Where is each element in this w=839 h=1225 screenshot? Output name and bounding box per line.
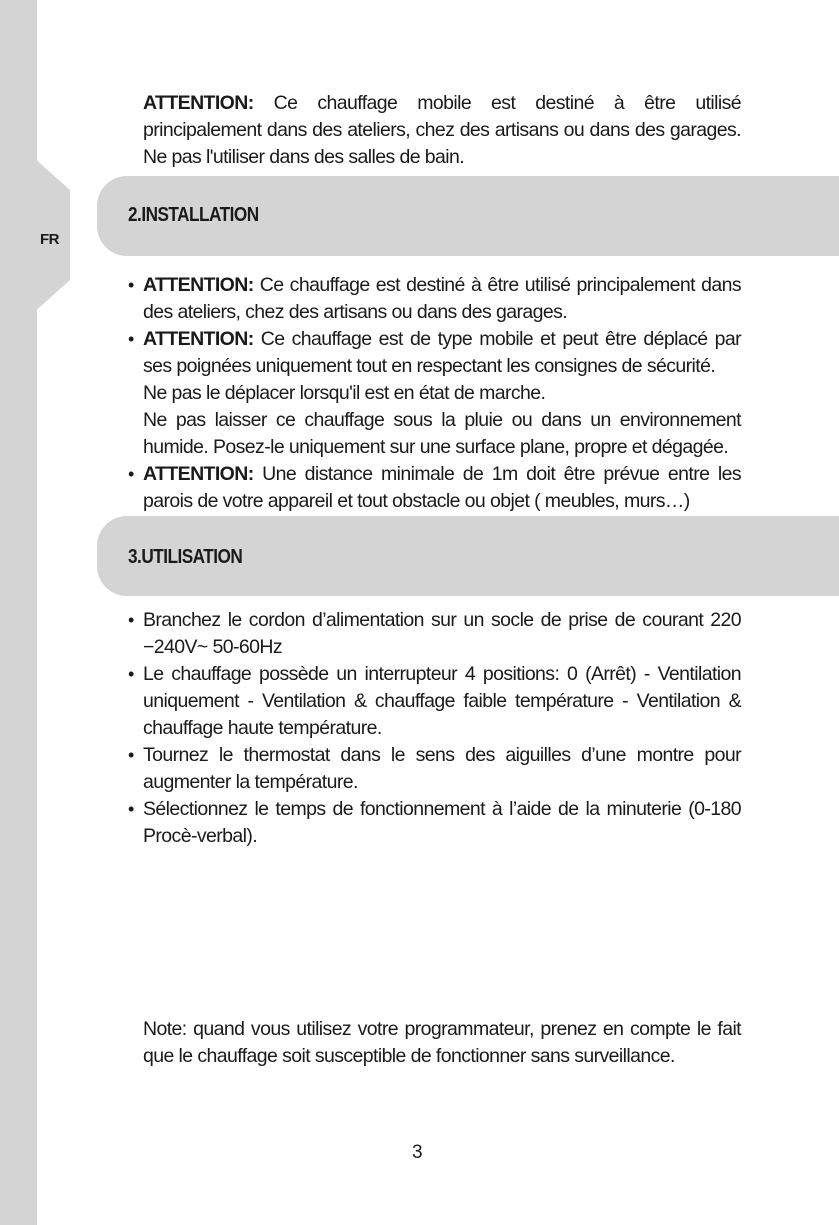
installation-item-2-line2: Ne pas le déplacer lorsqu'il est en état de marche. <box>143 382 546 404</box>
installation-title: 2.INSTALLATION <box>128 204 259 226</box>
language-tab <box>0 160 70 310</box>
page-number: 3 <box>412 1142 423 1163</box>
utilisation-list <box>143 607 741 850</box>
installation-item-1 <box>143 272 741 326</box>
installation-item-2-line3: Ne pas laisser ce chauffage sous la pluie ou dans un environnement humide. Posez-le uniquement sur une surface plane, propre et dégagée. <box>143 409 741 458</box>
intro-attention-label: ATTENTION: <box>143 92 254 114</box>
intro-warning <box>143 90 741 171</box>
installation-item-3-text: Une distance minimale de 1m doit être prévue entre les parois de votre appareil et tout obstacle ou objet ( meubles, murs…) <box>143 463 741 512</box>
utilisation-item-1: • Branchez le cordon d’alimentation sur un socle de prise de courant 220 −240V~ 50-60Hz <box>143 607 741 661</box>
installation-list <box>143 272 741 515</box>
installation-item-2 <box>143 326 741 461</box>
installation-item-1-text: Ce chauffage est destiné à être utilisé principalement dans des ateliers, chez des artisans ou dans des garages. <box>143 274 742 323</box>
installation-item-3-label: ATTENTION: <box>143 463 254 485</box>
installation-item-3 <box>143 461 741 515</box>
note-paragraph: Note: quand vous utilisez votre programmateur, prenez en compte le fait que le chauffage soit susceptible de fonctionner sans surveillance. <box>143 1018 741 1067</box>
installation-item-2-text: Ce chauffage est de type mobile et peut être déplacé par ses poignées uniquement tout en respectant les consignes de sécurité. <box>143 328 741 377</box>
installation-item-1-label: ATTENTION: <box>143 274 254 296</box>
intro-text: Ce chauffage mobile est destiné à être utilisé principalement dans des ateliers, chez des artisans ou dans des garages. Ne pas l'utiliser dans des salles de bain. <box>143 92 741 168</box>
installation-item-2-label: ATTENTION: <box>143 328 254 350</box>
utilisation-item-4: • Sélectionnez le temps de fonctionnement à l’aide de la minuterie (0-180 Procè-verbal). <box>143 796 741 850</box>
utilisation-item-2: • Le chauffage possède un interrupteur 4 positions: 0 (Arrêt) - Ventilation uniquement - Ventilation & chauffage faible température - Ventilation & chauffage haute température. <box>143 661 741 742</box>
utilisation-item-3: • Tournez le thermostat dans le sens des aiguilles d’une montre pour augmenter la température. <box>143 742 741 796</box>
utilisation-title: 3.UTILISATION <box>128 546 243 568</box>
language-label: FR <box>40 231 59 248</box>
